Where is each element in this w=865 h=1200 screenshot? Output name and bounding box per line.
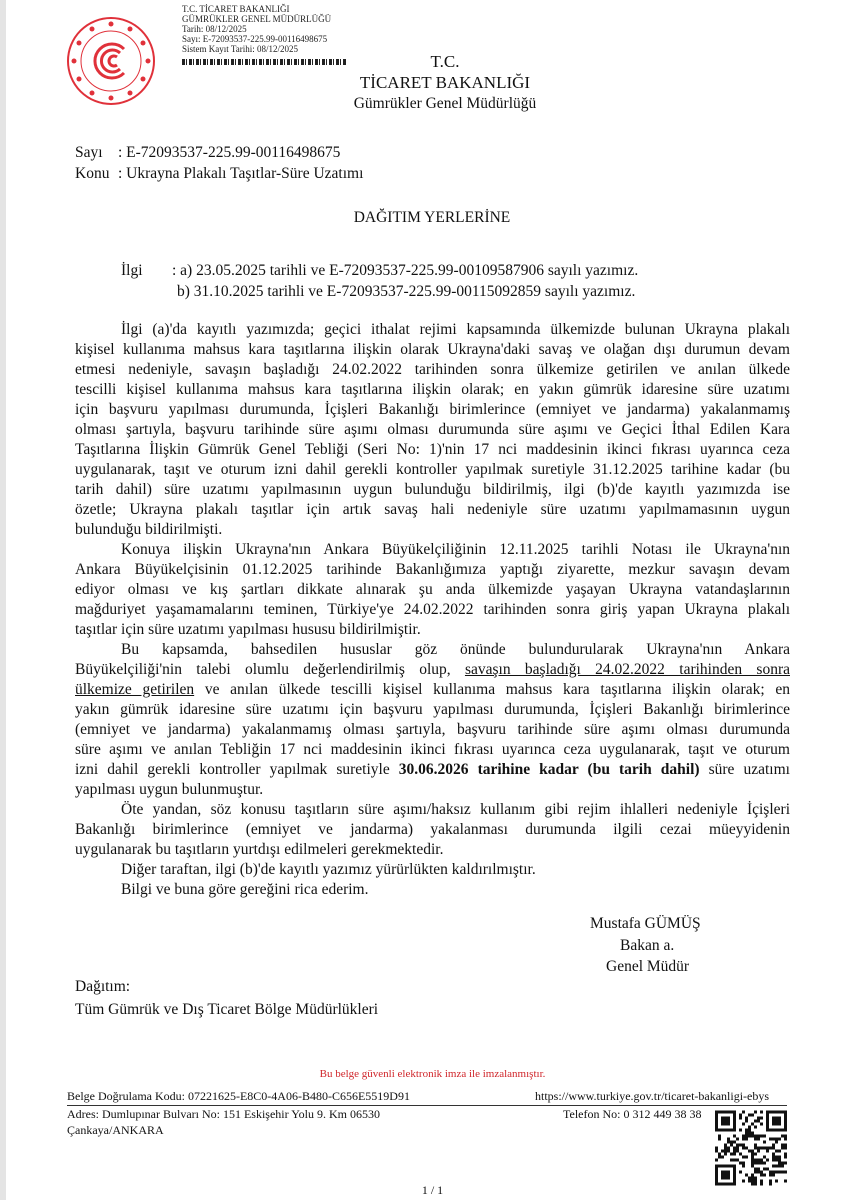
header-tc: T.C. <box>430 52 460 71</box>
text-line <box>75 760 790 780</box>
ilgi-label: İlgi <box>121 262 143 279</box>
esign-notice: Bu belge güvenli elektronik imza ile imzalanmıştır. <box>319 1068 546 1080</box>
text-segment: ediyor olması ve kış şartları dikkate alınarak şu anda ülkemizde yaşayan Ukrayna vatandaşlarının <box>75 581 790 598</box>
text-segment: uygulanarak bu taşıtların yurtdışı edilmeleri gerekmektedir. <box>75 841 444 858</box>
address-line-2: Çankaya/ANKARA <box>67 1123 164 1137</box>
text-line <box>75 880 790 900</box>
stamp-line: GÜMRÜKLER GENEL MÜDÜRLÜĞÜ <box>182 14 332 24</box>
text-segment: yakın gümrük idaresine süre uzatımı için başvuru yapılması durumunda, İçişleri Bakanlığı birimlerince <box>75 701 790 718</box>
text-segment: Bu kapsamda, bahsedilen hususlar göz önünde bulundurularak Ukrayna'nın Ankara <box>121 641 790 658</box>
text-segment: taşıtlar için süre uzatımı yapılması hususu bildirilmiştir. <box>75 621 421 638</box>
text-segment: Diğer taraftan, ilgi (b)'de kayıtlı yazımız yürürlükten kaldırılmıştır. <box>121 861 536 878</box>
konu-value: : Ukrayna Plakalı Taşıtlar-Süre Uzatımı <box>118 165 364 182</box>
page-edge <box>0 0 6 1200</box>
text-segment: özetle; Ukrayna plakalı taşıtlar için artık savaş hali nedeniyle süre uzatımı yapılmamasının uygun <box>75 501 790 518</box>
text-segment: Bilgi ve buna göre gereğini rica ederim. <box>121 881 369 898</box>
signer-role-2: Genel Müdür <box>606 958 690 975</box>
text-segment: için başvuru yapılması durumunda, İçişleri Bakanlığı birimlerince (emniyet ve jandarma) yakalanmamış <box>75 401 790 418</box>
konu-label: Konu <box>75 165 110 182</box>
text-segment: Konuya ilişkin Ukrayna'nın Ankara Büyükelçiliğinin 12.11.2025 tarihli Notası ile Ukrayna'nın <box>121 541 790 558</box>
text-segment: tarih dahil) süre uzatımı yapılmasının uygun bulunduğu bildirilmiş, ilgi (b)'de kayıtlı yazımızda ise <box>75 481 790 498</box>
text-line <box>75 860 790 880</box>
signer-role-1: Bakan a. <box>620 937 675 954</box>
text-line <box>75 440 790 460</box>
text-segment: ve anılan ülkede tescilli kişisel kullanıma mahsus kara taşıtlarına ilişkin olarak; en <box>194 681 790 698</box>
qr-code <box>715 1110 787 1186</box>
text-line <box>75 700 790 720</box>
text-line <box>75 340 790 360</box>
paragraph-4 <box>75 800 790 860</box>
sayi-label: Sayı <box>75 144 103 161</box>
text-segment: (emniyet ve jandarma) yakalanmamış olması şartıyla, başvuru tarihinde süre aşımı olması durumunda <box>75 721 790 738</box>
signer-name: Mustafa GÜMÜŞ <box>590 915 701 932</box>
text-segment: süre aşımı ve anılan Tebliğin 17 nci maddesinin ikinci fıkrası uyarınca ceza uygulanarak, taşıt ve oturum <box>75 741 790 758</box>
distribution-label: Dağıtım: <box>75 978 131 995</box>
text-line <box>75 660 790 680</box>
text-line <box>75 680 790 700</box>
text-segment: kişisel kullanıma mahsus kara taşıtlarına ilişkin olarak Ukrayna'daki savaş ve olağan dışı durumun devam <box>75 341 790 358</box>
recipient-title: DAĞITIM YERLERİNE <box>353 209 511 226</box>
bold-text: 30.06.2026 tarihine kadar (bu tarih dahil) <box>398 761 700 778</box>
text-line <box>75 800 790 820</box>
text-segment: Bakanlığı birimlerince (emniyet ve jandarma) yakalanması durumunda ilgili cezai müeyyidenin <box>75 821 790 838</box>
verification-url[interactable]: https://www.turkiye.gov.tr/ticaret-bakanligi-ebys <box>535 1089 770 1103</box>
text-segment: Ankara Büyükelçisinin 01.12.2025 tarihinde Bakanlığımıza yaptığı ziyarette, mezkur savaşın devam <box>75 561 790 578</box>
underlined-text: savaşın başladığı 24.02.2022 tarihinden sonra <box>464 661 790 678</box>
text-segment: bulunduğu bildirilmişti. <box>75 521 223 538</box>
text-line <box>75 600 790 620</box>
text-segment: uygulanarak, taşıt ve oturum izni dahil gerekli kontroller yapılmak suretiyle 31.12.2025 tarihine kadar (bu <box>75 461 790 478</box>
text-line <box>75 540 790 560</box>
text-segment: izni dahil gerekli kontroller yapılmak suretiyle <box>75 761 399 778</box>
text-line <box>75 460 790 480</box>
text-segment: Öte yandan, söz konusu taşıtların süre aşımı/haksız kullanım gibi rejim ihlalleri nedeniyle İçişleri <box>121 801 790 818</box>
text-line <box>75 420 790 440</box>
header-directorate: Gümrükler Genel Müdürlüğü <box>353 95 537 112</box>
text-line <box>75 520 790 540</box>
text-line <box>75 580 790 600</box>
text-line <box>75 620 790 640</box>
text-segment: mağduriyet yaşamamalarını teminen, Türkiye'ye 24.02.2022 tarihinden sonra giriş yapan Ukrayna plakalı <box>75 601 790 618</box>
paragraph-2 <box>75 540 790 640</box>
stamp-line: T.C. TİCARET BAKANLIĞI <box>182 4 290 14</box>
text-line <box>75 720 790 740</box>
footer-rule <box>67 1105 787 1106</box>
text-line <box>75 840 790 860</box>
text-segment: Taşıtlarına İlişkin Gümrük Genel Tebliği (Seri No: 1)'nin 17 nci maddesinin ikinci fıkrası uyarınca ceza <box>75 441 790 458</box>
stamp-line: Sayı: E-72093537-225.99-00116498675 <box>182 34 328 44</box>
underlined-text: ülkemize getirilen <box>75 681 195 698</box>
verification-code: Belge Doğrulama Kodu: 07221625-E8C0-4A06-B480-C656E5519D91 <box>67 1089 410 1103</box>
header-ministry: TİCARET BAKANLIĞI <box>359 73 531 92</box>
ministry-seal-logo <box>66 16 156 106</box>
stamp-line: Sistem Kayıt Tarihi: 08/12/2025 <box>182 44 298 54</box>
paragraph-3 <box>75 640 790 800</box>
text-line <box>75 560 790 580</box>
paragraph-1 <box>75 320 790 540</box>
text-segment: tescilli kişisel kullanıma mahsus kara taşıtlarına ilişkin olarak; en yakın gümrük idaresine süre uzatımı <box>75 381 790 398</box>
text-segment: Büyükelçiliği'nin talebi olumlu değerlendirilmiş olup, <box>75 661 465 678</box>
stamp-line: Tarih: 08/12/2025 <box>182 24 247 34</box>
page-number: 1 / 1 <box>421 1183 444 1197</box>
text-line <box>75 500 790 520</box>
text-line <box>75 400 790 420</box>
text-segment: yapılması uygun bulunmuştur. <box>75 781 264 798</box>
text-segment: İlgi (a)'da kayıtlı yazımızda; geçici ithalat rejimi kapsamında ülkemizde bulunan Ukrayna plakalı <box>121 321 790 338</box>
text-line <box>75 780 790 800</box>
paragraph-5 <box>75 860 790 880</box>
distribution-value: Tüm Gümrük ve Dış Ticaret Bölge Müdürlükleri <box>75 1001 379 1018</box>
phone: Telefon No: 0 312 449 38 38 <box>563 1107 702 1121</box>
text-segment: olması şartıyla, başvuru tarihinde süre aşımı olması durumunda süre aşımı ve Geçici İthal Edilen Kara <box>75 421 790 438</box>
text-segment: süre uzatımı <box>699 761 790 778</box>
text-line <box>75 380 790 400</box>
text-line <box>75 320 790 340</box>
ilgi-a: : a) 23.05.2025 tarihli ve E-72093537-225.99-00109587906 sayılı yazımız. <box>172 262 639 279</box>
address-line-1: Adres: Dumlupınar Bulvarı No: 151 Eskişehir Yolu 9. Km 06530 <box>67 1107 380 1121</box>
paragraph-6 <box>75 880 790 900</box>
text-line <box>75 640 790 660</box>
text-line <box>75 360 790 380</box>
text-line <box>75 480 790 500</box>
ilgi-b: b) 31.10.2025 tarihli ve E-72093537-225.99-00115092859 sayılı yazımız. <box>177 283 636 300</box>
text-segment: etmesi nedeniyle, savaşın başladığı 24.02.2022 tarihinden sonra ülkemize getirilen ve anılan ülkede <box>75 361 790 378</box>
text-line <box>75 820 790 840</box>
sayi-value: : E-72093537-225.99-00116498675 <box>118 144 341 161</box>
text-line <box>75 740 790 760</box>
e-sign-stamp <box>182 4 331 54</box>
